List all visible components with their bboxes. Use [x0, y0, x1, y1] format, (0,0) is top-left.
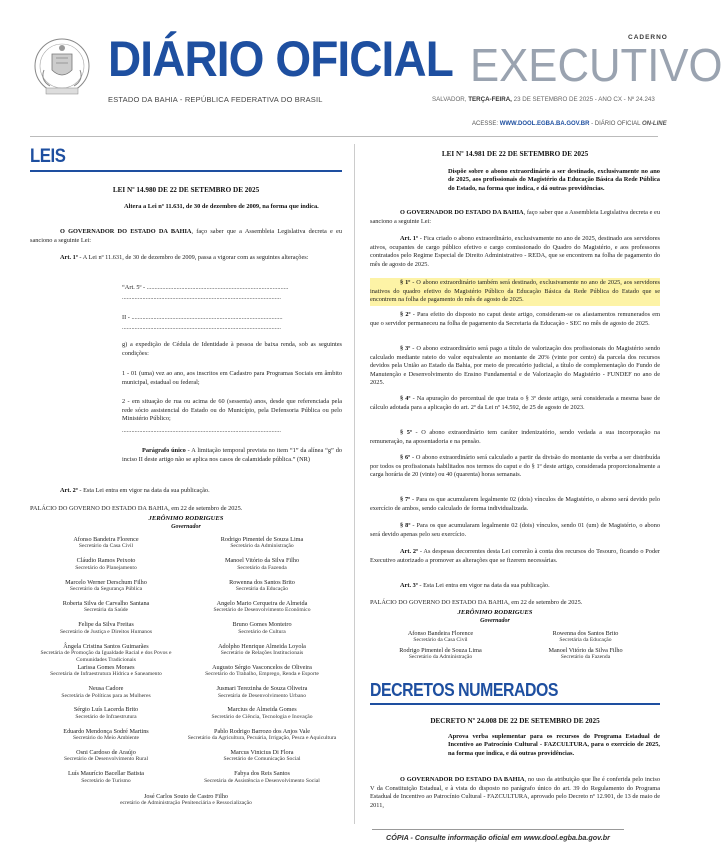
signer-role: Secretário de Cultura — [238, 628, 286, 635]
signer-role: Secretário do Meio Ambiente — [72, 735, 140, 742]
signer-role: Secretário de Relações Institucionais — [220, 649, 304, 656]
section-title-decretos: DECRETOS NUMERADOS — [370, 680, 559, 700]
paragraph-8: § 8º - Para os que acumularam legalmente 02 (dois) vínculos, sendo 01 (um) de Magistério, o abono será devido apenas pelo seu exercício. — [370, 522, 660, 538]
governor-name: JERÔNIMO RODRIGUES — [148, 515, 224, 522]
signer-name: Manoel Vitório da Silva Filho — [224, 557, 300, 565]
signature — [370, 647, 511, 662]
access-url-link[interactable]: WWW.DOOL.EGBA.BA.GOV.BR — [499, 121, 590, 127]
newspaper-title: DIÁRIO OFICIAL — [108, 31, 453, 87]
signer-name: Bruno Gomes Monteiro — [232, 621, 292, 629]
signer-role: Secretária de Assistência e Desenvolvimento Social — [204, 777, 320, 784]
quote-paragraph: g) a expedição de Cédula de Identidade à pessoa de baixa renda, sob as seguintes condições: — [122, 341, 342, 357]
signer-name: Sérgio Luís Lacerda Brito — [73, 706, 139, 714]
signer-name: Marcius de Almeida Gomes — [227, 706, 297, 714]
signature — [186, 685, 338, 700]
signer-role: Secretário da Segurança Pública — [69, 586, 143, 592]
governor-title: Governador — [171, 524, 201, 530]
palace-line-2: PALÁCIO DO GOVERNO DO ESTADO DA BAHIA, em 22 de setembro de 2025. — [370, 599, 583, 606]
signer-name: Adolpho Henrique Almeida Loyola — [218, 642, 306, 650]
signer-role: Secretária da Saúde — [83, 607, 129, 614]
footer-copy-notice: CÓPIA - Consulte informação oficial em www.dool.egba.ba.gov.br — [386, 833, 610, 842]
caderno-label: CADERNO — [628, 34, 668, 41]
signature — [30, 600, 182, 615]
decree-preamble: O GOVERNADOR DO ESTADO DA BAHIA, no uso da atribuição que lhe é conferida pelo inciso V da Constituição Estadual, e à vista do disposto no parágrafo único do art. 39 do Regulamento do Programa Estadual de Incentivo ao Patrocínio Cultural - FAZCULTURA, aprovado pelo Decreto nº 12.901, de 13 de maio de 2011, — [370, 776, 661, 809]
signer-role: Secretário da Fazenda — [560, 654, 611, 661]
signature — [186, 643, 338, 658]
signer-name: Rodrigo Pimentel de Souza Lima — [220, 536, 304, 543]
signer-role: Secretário de Ciência, Tecnologia e Inovação — [211, 713, 313, 720]
paragraph-7: § 7º - Para os que acumularem legalmente 02 (dois) vínculos de Magistério, o abono será devido pelo exercício de ambos, sendo calculado de forma individualizada. — [370, 496, 661, 512]
signer-role: Secretário da Agricultura, Pecuária, Irrigação, Pesca e Aquicultura — [187, 735, 337, 742]
signer-role: Secretário de Justiça e Direitos Humanos — [59, 628, 153, 635]
signer-name: Marcus Vinicius Di Flora — [230, 749, 294, 756]
signer-name: Manoel Vitório da Silva Filho — [548, 647, 623, 654]
quote-line: ..................................................................................................... — [122, 324, 281, 331]
signature — [30, 664, 182, 679]
newspaper-subtitle: ESTADO DA BAHIA - REPÚBLICA FEDERATIVA DO BRASIL — [108, 95, 323, 104]
paragraph-1-highlighted: § 1º - O abono extraordinário também será destinado, exclusivamente no ano de 2025, aos servidores inativos do quadro efetivo do Magistério Público da Educação Básica da Rede Pública do Estado que se encontrem na folha de pagamento do mês de agosto de 2025. — [370, 278, 660, 306]
quote-paragraph: 1 - 01 (uma) vez ao ano, aos inscritos em Cadastro para Programas Sociais em âmbito municipal, estadual ou federal; — [122, 370, 342, 386]
signer-name: Rowenna dos Santos Brito — [229, 578, 295, 586]
signer-role: Secretário da Administração — [230, 543, 294, 550]
law-ementa-2: Dispõe sobre o abono extraordinário a ser destinado, exclusivamente no ano de 2025, aos profissionais do Magistério da Educação Básica da Rede Pública do Estado, na forma que indica, e dá outras providências. — [448, 168, 660, 192]
signer-name: Cláudio Ramos Peixoto — [76, 557, 136, 565]
signature — [186, 749, 338, 764]
issue-info: SALVADOR, TERÇA-FEIRA, 23 DE SETEMBRO DE 2025 - ANO CX - Nº 24.243 — [432, 96, 655, 103]
signature — [186, 621, 338, 636]
header-divider — [30, 136, 658, 137]
law-title-2: LEI Nº 14.981 DE 22 DE SETEMBRO DE 2025 — [441, 150, 589, 158]
signer-role: Secretário da Casa Civil — [413, 637, 468, 644]
signer-name: Ângela Cristina Santos Guimarães — [63, 642, 149, 650]
decree-ementa: Aprova verba suplementar para os recursos do Programa Estadual de Incentivo ao Patrocínio Cultural - FAZCULTURA, para o exercício de 2025, na forma que indica, e dá outras providências. — [448, 733, 660, 757]
signer-role: Secretário do Trabalho, Emprego, Renda e Esporte — [205, 671, 319, 678]
signer-role: Secretária de Políticas para as Mulheres — [61, 692, 151, 699]
signer-name: Larissa Gomes Moraes — [77, 663, 135, 671]
signer-name: Angelo Mario Cerqueira de Almeida — [216, 599, 308, 607]
signature — [186, 706, 338, 721]
signer-name: Pablo Rodrigo Barrozo dos Anjos Vale — [214, 727, 310, 735]
signer-name: Afonso Bandeira Florence — [73, 536, 139, 543]
signer-role: Secretário de Turismo — [81, 777, 131, 784]
signer-name: Eduardo Mendonça Sodré Martins — [63, 727, 149, 735]
signer-name: Rodrigo Pimentel de Souza Lima — [399, 647, 482, 654]
paragraph-5: § 5º - O abono extraordinário tem caráter indenizatório, sendo vedada a sua incorporação na remuneração, na aposentadoria e na pensão. — [370, 429, 660, 445]
signer-role: Secretário de Desenvolvimento Econômico — [213, 607, 311, 614]
governor-title-2: Governador — [480, 618, 510, 624]
quote-paragraph: 2 - em situação de rua ou acima de 60 (sessenta) anos, desde que referenciada pela rede sócio assistencial do Estado ou do Município, pela Defensoria Pública ou pelo Ministério Público; — [122, 398, 342, 423]
palace-line: PALÁCIO DO GOVERNO DO ESTADO DA BAHIA, em 22 de setembro de 2025. — [30, 505, 243, 512]
quote-paragrafo-unico: Parágrafo único - A limitação temporal prevista no item “1” da alínea “g” do inciso II deste artigo não se aplica nos casos de calamidade pública.” (NR) — [122, 447, 342, 463]
paragraph-4: § 4º - Na apuração do percentual de que trata o § 3º deste artigo, será considerada a mesma base de cálculo adotada para a aplicação do art. 2º da Lei nº 14.592, de 25 de agosto de 2023. — [370, 395, 660, 411]
signer-role: Secretária de Infraestrutura Hídrica e Saneamento — [50, 671, 162, 678]
signature — [186, 557, 338, 572]
signer-role: Secretário da Administração — [408, 654, 473, 661]
signer-name: Osni Cardoso de Araújo — [76, 749, 136, 756]
signature — [186, 600, 338, 615]
signature — [30, 579, 182, 594]
signer-role: Secretário de Desenvolvimento Rural — [63, 756, 149, 763]
decree-title: DECRETO Nº 24.008 DE 22 DE SETEMBRO DE 2025 — [430, 717, 600, 725]
section-underline-2 — [370, 703, 660, 705]
signer-name: Jusmari Terezinha de Souza Oliveira — [216, 685, 308, 693]
signature — [186, 728, 338, 743]
quote-line: ..................................................................................................... — [122, 427, 281, 434]
quote-line: II - ................................................................................................ — [122, 314, 283, 321]
signer-role: Secretário da Fazenda — [237, 564, 287, 571]
governor-name-2: JERÔNIMO RODRIGUES — [457, 609, 533, 616]
signature — [186, 536, 338, 551]
signature — [30, 536, 182, 551]
signer-role: Secretária da Educação — [559, 637, 612, 644]
section-title-leis: LEIS — [30, 146, 66, 167]
signature — [30, 685, 182, 700]
signer-role: Secretário de Infraestrutura — [75, 713, 137, 720]
paragraph-3: § 3º - O abono extraordinário será pago a título de valorização dos profissionais do Magistério sendo calculado mediante rateio do valor equivalente ao montante de 20% (vinte por cento) da parcela dos recursos devidos pela União ao Estado da Bahia, por meio de precatório judicial, a título de complementação do Fundo de Manutenção e Desenvolvimento do Ensino Fundamental e de Valorização do Magistério - FUNDEF no ano de 2025. — [370, 345, 661, 387]
quote-line: ..................................................................................................... — [122, 294, 281, 301]
law-title: LEI Nº 14.980 DE 22 DE SETEMBRO DE 2025 — [112, 186, 260, 194]
signature — [515, 647, 656, 662]
signature — [186, 579, 338, 594]
signature — [30, 706, 182, 721]
signature — [30, 749, 182, 764]
signature — [30, 557, 182, 572]
signature — [186, 664, 338, 679]
signer-name: Marcelo Werner Derschum Filho — [65, 578, 147, 586]
signer-role: Secretário da Casa Civil — [78, 543, 134, 550]
column-divider — [354, 144, 355, 824]
section-underline — [30, 170, 342, 172]
signer-name: Roberta Silva de Carvalho Santana — [62, 599, 150, 607]
article-1-2: Art. 1º - Fica criado o abono extraordinário, exclusivamente no ano de 2025, destinado aos servidores ativos, ocupantes de cargo público efetivo e cargo comissionado do Quadro do Magistério, e aos professores contratados pelo Regime Especial de Direito Administrativo - REDA, que se encontrem na folha de pagamento do mês de agosto de 2025. — [370, 235, 660, 268]
signer-name: Augusto Sérgio Vasconcelos de Oliveira — [212, 663, 312, 671]
article-2: Art. 2º - Esta Lei entra em vigor na data da sua publicação. — [60, 487, 210, 494]
governor-preamble-2: O GOVERNADOR DO ESTADO DA BAHIA, faço saber que a Assembleia Legislativa decreta e eu sanciono a seguinte Lei: — [370, 209, 660, 225]
signature — [370, 630, 511, 645]
paragraph-2: § 2º - Para efeito do disposto no caput deste artigo, consideram-se os afastamentos remunerados em que o servidor permaneceu na folha de pagamento da Secretaria da Educação - SEC no mês de agosto de 2025. — [370, 311, 660, 327]
signature — [515, 630, 656, 645]
signer-role: Secretária de Desenvolvimento Urbano — [217, 692, 307, 699]
signature: José Carlos Souto de Castro Filho ecretário de Administração Penitenciária e Ressocialização — [120, 793, 252, 807]
quote-line: “Art. 5º - .......................................................................................... — [122, 284, 289, 291]
signer-name: Neusa Cadore — [88, 685, 124, 693]
signer-name: Fabya dos Reis Santos — [234, 770, 290, 778]
signer-name: Afonso Bandeira Florence — [407, 630, 474, 637]
article-2-2: Art. 2º - As despesas decorrentes desta Lei correrão à conta dos recursos do Tesouro, ficando o Poder Executivo autorizado a promover as alterações que se fizerem necessárias. — [370, 548, 660, 564]
access-line: ACESSE: WWW.DOOL.EGBA.BA.GOV.BR - DIÁRIO OFICIAL ON-LINE — [472, 121, 667, 127]
signer-role: Secretário do Planejamento — [75, 564, 137, 571]
signer-role: Secretário de Comunicação Social — [223, 756, 301, 763]
article-1: Art. 1º - A Lei nº 11.631, de 30 de dezembro de 2009, passa a vigorar com as seguintes alterações: — [60, 254, 309, 261]
signer-role: Secretária da Educação — [235, 586, 289, 592]
caderno-name: EXECUTIVO — [470, 39, 723, 91]
signature — [30, 621, 182, 636]
law-ementa: Altera a Lei nº 11.631, de 30 de dezembro de 2009, na forma que indica. — [124, 203, 319, 210]
article-3-2: Art. 3º - Esta Lei entra em vigor na data da sua publicação. — [400, 582, 550, 589]
state-coat-of-arms — [30, 36, 94, 102]
signer-name: Luís Maurício Bacellar Batista — [67, 770, 145, 778]
signer-role: Secretária de Promoção da Igualdade Racial e dos Povos e Comunidades Tradicionais — [40, 649, 172, 664]
paragraph-6: § 6º - O abono extraordinário será calculado a partir da divisão do montante da verba a ser distribuída por todos os profissionais habilitados nos termos do caput e do § 1º deste artigo, considerada proporcionalmente a carga horária de 20 (vinte) ou 40 (quarenta) horas semanais. — [370, 454, 661, 479]
signer-name: Rowenna dos Santos Brito — [552, 630, 619, 637]
signature — [186, 770, 338, 785]
signer-name: Felipe da Silva Freitas — [78, 621, 134, 629]
governor-preamble: O GOVERNADOR DO ESTADO DA BAHIA, faço saber que a Assembleia Legislativa decreta e eu sanciono a seguinte Lei: — [30, 228, 342, 244]
footer-divider — [372, 829, 624, 830]
signature — [30, 643, 182, 665]
signature — [30, 728, 182, 743]
signature — [30, 770, 182, 785]
